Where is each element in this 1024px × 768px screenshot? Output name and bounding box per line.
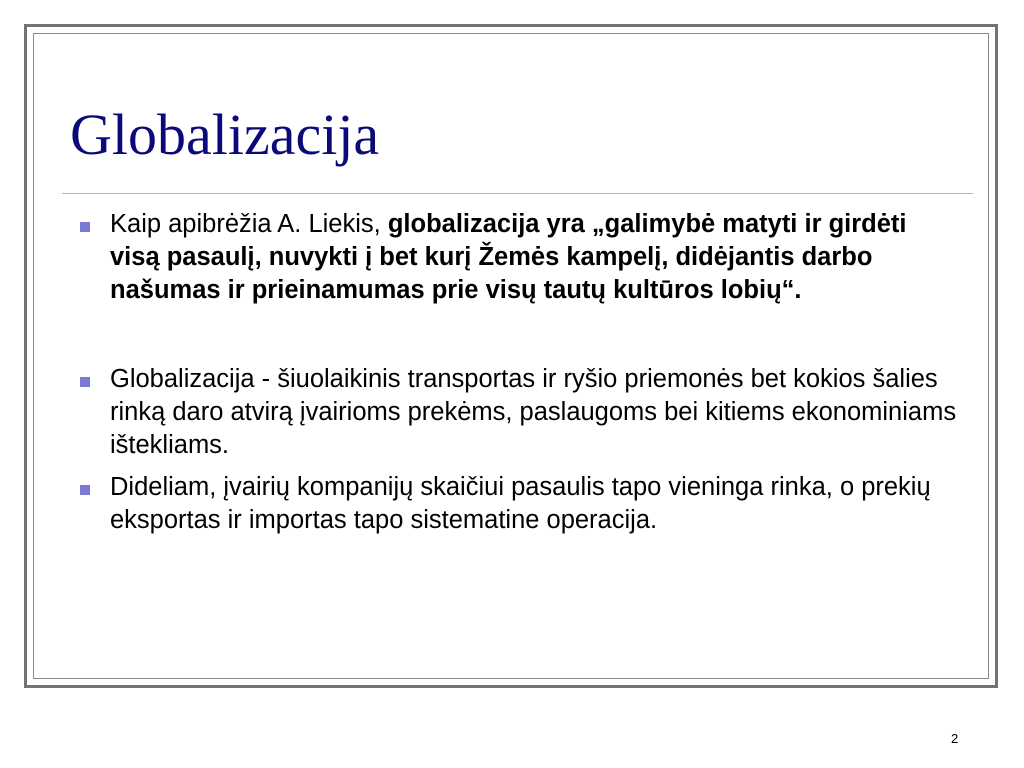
bullet-marker-icon (80, 485, 90, 495)
page-number: 2 (951, 731, 959, 746)
bullet-text: Globalizacija - šiuolaikinis transportas ir ryšio priemonės bet kokios šalies rinką daro atvirą įvairioms prekėms, paslaugoms bei kitiems ekonominiams ištekliams. (110, 365, 957, 459)
bullet-marker-icon (80, 222, 90, 232)
bullet-marker-icon (80, 377, 90, 387)
slide-title: Globalizacija (70, 102, 380, 167)
title-divider (62, 193, 973, 194)
bullet-text: Dideliam, įvairių kompanijų skaičiui pasaulis tapo vieninga rinka, o prekių eksportas ir importas tapo sistematine operacija. (110, 473, 931, 534)
bullet-text-normal: Kaip apibrėžia A. Liekis, (110, 210, 388, 238)
bullet-list (80, 208, 960, 537)
bullet-item-definition (80, 208, 960, 307)
bullet-item-transport (80, 363, 960, 462)
bullet-text-bold: globalizacija yra „galimybė matyti ir girdėti visą pasaulį, nuvykti į bet kurį Žemės kampelį, didėjantis darbo našumas ir prieinamumas prie visų tautų kultūros lobių“. (110, 210, 907, 304)
bullet-item-market (80, 471, 960, 537)
